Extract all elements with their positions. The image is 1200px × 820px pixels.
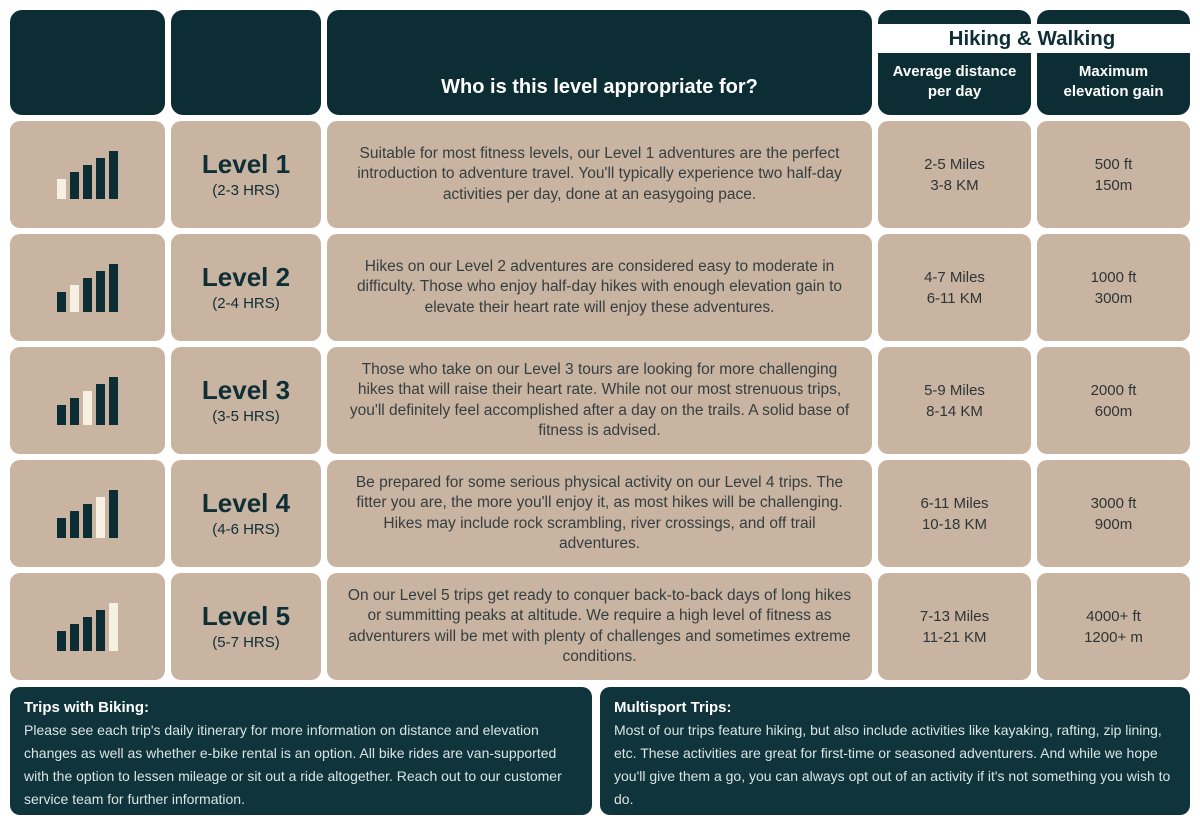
hiking-walking-title: Hiking & Walking <box>948 26 1116 50</box>
elevation-ft: 2000 ft <box>1090 381 1137 399</box>
level-4-elevation-cell <box>1037 460 1190 567</box>
distance-km: 6-11 KM <box>926 289 983 307</box>
level-hours: (5-7 HRS) <box>212 633 280 651</box>
who-column-header: Who is this level appropriate for? <box>327 10 872 115</box>
distance-km: 8-14 KM <box>926 402 983 420</box>
header-icon-column-blank <box>10 10 165 115</box>
level-2-elevation-cell <box>1037 234 1190 341</box>
level-5-icon-cell <box>10 573 165 680</box>
multisport-note-body: Most of our trips feature hiking, but also include activities like kayaking, rafting, zip lining, etc. These activities are great for first-time or seasoned adventurers. And while we hope you'll give them a go, you can always opt out of an activity if it's not something you wish to do. <box>614 722 1171 807</box>
level-4-icon-cell <box>10 460 165 567</box>
elevation-ft: 1000 ft <box>1090 268 1137 286</box>
level-1-distance-cell <box>878 121 1031 228</box>
level-4-description: Be prepared for some serious physical activity on our Level 4 trips. The fitter you are, the more you'll enjoy it, as most hikes will be challenging. Hikes may include rock scrambling, river crossings, and off trail adventures. <box>327 460 872 567</box>
biking-note-body: Please see each trip's daily itinerary for more information on distance and elevation changes as well as whether e-bike rental is an option. All bike rides are van-supported with the option to lessen mileage or sit out a ride altogether. Reach out to our customer service team for further information. <box>24 722 562 807</box>
level-hours: (2-4 HRS) <box>212 294 280 312</box>
distance-header-line2: per day <box>927 83 982 100</box>
level-title: Level 5 <box>201 601 291 632</box>
level-1-elevation-cell <box>1037 121 1190 228</box>
level-3-distance-cell <box>878 347 1031 454</box>
elevation-ft: 500 ft <box>1094 155 1133 173</box>
level-hours: (2-3 HRS) <box>212 181 280 199</box>
distance-km: 10-18 KM <box>921 515 988 533</box>
fitness-bars-icon <box>57 151 118 199</box>
level-title: Level 1 <box>201 149 291 180</box>
elevation-m: 150m <box>1094 176 1133 194</box>
distance-miles: 2-5 Miles <box>924 155 985 173</box>
level-1-icon-cell <box>10 121 165 228</box>
level-2-description: Hikes on our Level 2 adventures are considered easy to moderate in difficulty. Those who enjoy half-day hikes with enough elevation gain to elevate their heart rate will enjoy these adventures. <box>327 234 872 341</box>
fitness-bars-icon <box>57 603 118 651</box>
elevation-header-line2: elevation gain <box>1063 83 1164 100</box>
level-title: Level 3 <box>201 375 291 406</box>
hiking-walking-band <box>878 24 1200 53</box>
distance-miles: 5-9 Miles <box>924 381 985 399</box>
level-title: Level 2 <box>201 262 291 293</box>
level-title: Level 4 <box>201 488 291 519</box>
level-2-label-cell <box>171 234 321 341</box>
elevation-m: 900m <box>1094 515 1133 533</box>
level-3-label-cell <box>171 347 321 454</box>
distance-km: 11-21 KM <box>922 628 987 646</box>
distance-miles: 4-7 Miles <box>924 268 985 286</box>
level-5-distance-cell <box>878 573 1031 680</box>
footnote-panels <box>10 687 1190 815</box>
level-3-elevation-cell <box>1037 347 1190 454</box>
level-4-distance-cell <box>878 460 1031 567</box>
header-level-column-blank <box>171 10 321 115</box>
fitness-bars-icon <box>57 264 118 312</box>
level-1-label-cell <box>171 121 321 228</box>
distance-miles: 6-11 Miles <box>920 494 989 512</box>
elevation-ft: 3000 ft <box>1090 494 1137 512</box>
level-5-description: On our Level 5 trips get ready to conquer back-to-back days of long hikes or summitting peaks at altitude. We require a high level of fitness as adventurers will be met with plenty of challenges and sometimes extreme conditions. <box>327 573 872 680</box>
level-5-label-cell <box>171 573 321 680</box>
elevation-m: 600m <box>1094 402 1133 420</box>
level-1-description: Suitable for most fitness levels, our Level 1 adventures are the perfect introduction to adventure travel. You'll typically experience two half-day activities per day, done at an easygoing pace. <box>327 121 872 228</box>
fitness-levels-table <box>10 10 1190 680</box>
elevation-ft: 4000+ ft <box>1086 607 1141 625</box>
multisport-note-panel <box>600 687 1190 815</box>
level-3-icon-cell <box>10 347 165 454</box>
elevation-m: 300m <box>1094 289 1133 307</box>
biking-note-title: Trips with Biking: <box>24 699 150 716</box>
elevation-header-line1: Maximum <box>1078 63 1149 80</box>
biking-note-panel <box>10 687 592 815</box>
level-2-distance-cell <box>878 234 1031 341</box>
elevation-m: 1200+ m <box>1084 628 1143 646</box>
level-4-label-cell <box>171 460 321 567</box>
level-3-description: Those who take on our Level 3 tours are looking for more challenging hikes that will raise their heart rate. While not our most strenuous trips, you'll definitely feel accomplished after a day on the trails. A solid base of fitness is advised. <box>327 347 872 454</box>
distance-km: 3-8 KM <box>930 176 979 194</box>
fitness-bars-icon <box>57 490 118 538</box>
level-hours: (4-6 HRS) <box>212 520 280 538</box>
distance-header-line1: Average distance <box>892 63 1017 80</box>
multisport-note-title: Multisport Trips: <box>614 699 732 716</box>
level-hours: (3-5 HRS) <box>212 407 280 425</box>
level-2-icon-cell <box>10 234 165 341</box>
distance-miles: 7-13 Miles <box>919 607 990 625</box>
level-5-elevation-cell <box>1037 573 1190 680</box>
fitness-bars-icon <box>57 377 118 425</box>
